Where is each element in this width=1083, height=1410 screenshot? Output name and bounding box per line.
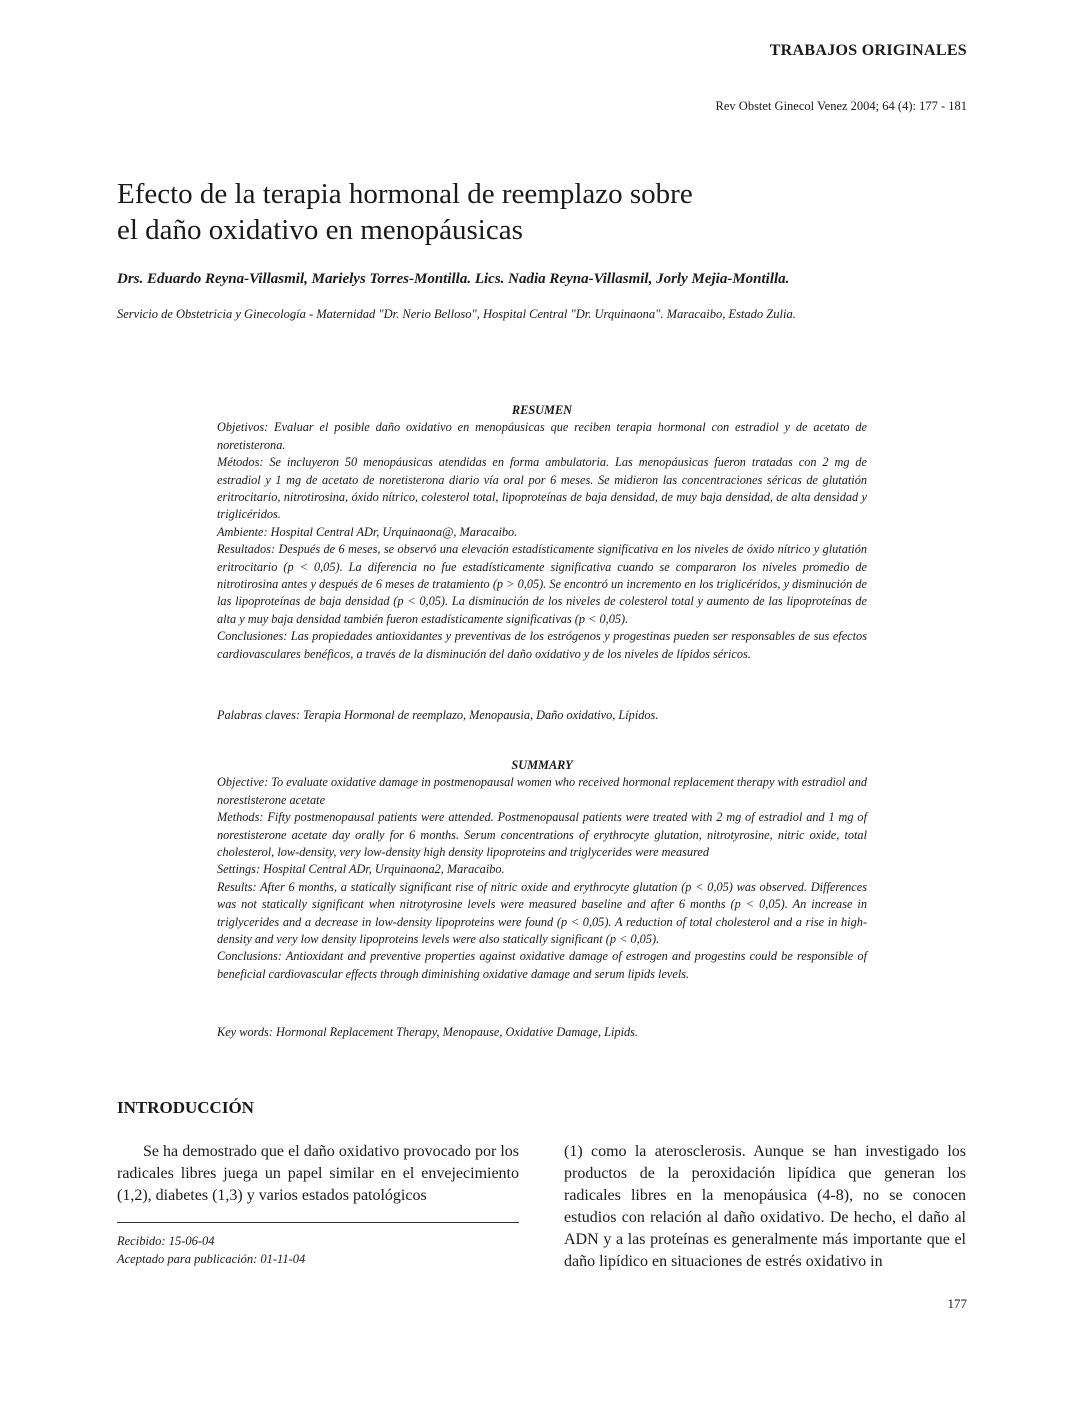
summary-block — [217, 757, 867, 983]
resumen-objetivos: Objetivos: Evaluar el posible daño oxidativo en menopáusicas que reciben terapia hormonal con estradiol y de acetato de noretisterona. — [217, 420, 867, 452]
summary-results: Results: After 6 months, a statically significant rise of nitric oxide and erythrocyte glutation (p < 0,05) was observed. Differences was not statically significant when nitrotyrosine levels were measured baseline and after 6 months (p < 0,05). An increase in triglycerides and a decrease in low-density lipoproteins were found (p < 0,05). A reduction of total cholesterol and a rise in high-density and very low density lipoproteins levels were also statically significant (p < 0,05). — [217, 879, 867, 947]
palabras-claves: Palabras claves: Terapia Hormonal de reemplazo, Menopausia, Daño oxidativo, Lípidos. — [217, 708, 659, 722]
resumen-ambiente: Ambiente: Hospital Central ADr, Urquinaona@, Maracaibo. — [217, 524, 518, 539]
footnote-divider — [117, 1222, 519, 1223]
footnotes — [117, 1232, 305, 1268]
received-date: Recibido: 15-06-04 — [117, 1234, 215, 1248]
resumen-metodos: Métodos: Se incluyeron 50 menopáusicas atendidas en forma ambulatoria. Las menopáusicas fueron tratadas con 2 mg de estradiol y 1 mg de acetato de noretisterona diario vía oral por 6 meses. Se midieron las concentraciones séricas de glutatión eritrocitario, nitrotirosina, óxido nítrico, colesterol total, lipoproteínas de baja densidad, de muy baja densidad, de alta densidad y triglicéridos. — [217, 455, 867, 522]
summary-methods: Methods: Fifty postmenopausal patients were attended. Postmenopausal patients were treated with 2 mg of estradiol and 1 mg of norestisterone acetate day orally for 6 months. Serum concentrations of erythrocyte glutation, nitrotyrosine, nitric oxide, total cholesterol, low-density, very low-density high density lipoproteins and triglycerides were measured — [217, 810, 867, 860]
title-line-1: Efecto de la terapia hormonal de reemplazo sobre — [117, 178, 693, 210]
summary-heading: SUMMARY — [511, 758, 573, 772]
page-number: 177 — [947, 1296, 967, 1311]
intro-paragraph-left: Se ha demostrado que el daño oxidativo provocado por los radicales libres juega un papel similar en el envejecimiento (1,2), diabetes (1,3) y varios estados patológicos — [117, 1143, 519, 1204]
resumen-block — [217, 402, 867, 663]
body-column-right — [564, 1141, 966, 1273]
introduction-heading: INTRODUCCIÓN — [117, 1098, 254, 1117]
authors: Drs. Eduardo Reyna-Villasmil, Marielys Torres-Montilla. Lics. Nadia Reyna-Villasmil, Jorly Mejia-Montilla. — [117, 271, 790, 287]
summary-objective: Objective: To evaluate oxidative damage in postmenopausal women who received hormonal replacement therapy with estradiol and norestisterone acetate — [217, 775, 867, 807]
section-label: TRABAJOS ORIGINALES — [769, 42, 967, 59]
article-title — [117, 176, 877, 248]
accepted-date: Aceptado para publicación: 01-11-04 — [117, 1252, 306, 1266]
resumen-resultados: Resultados: Después de 6 meses, se observó una elevación estadísticamente significativa en los niveles de óxido nítrico y glutatión eritrocitario (p < 0,05). La diferencia no fue estadísticamente significativa cuando se compararon los niveles promedio de nitrotirosina antes y después de 6 meses de tratamiento (p > 0,05). Se encontró un incremento en los triglicéridos, y disminución de las lipoproteínas de baja densidad (p < 0,05). La disminución de los niveles de colesterol total y aumento de las lipoproteínas de alta y muy baja densidad también fueron estadísticamente significativas (p < 0,05). — [217, 542, 867, 626]
summary-conclusions: Conclusions: Antioxidant and preventive properties against oxidative damage of estrogen and progestins could be responsible of beneficial cardiovascular effects through diminishing oxidative damage and serum lipids levels. — [217, 949, 867, 981]
resumen-conclusiones: Conclusiones: Las propiedades antioxidantes y preventivas de los estrógenos y progestinas pueden ser responsables de sus efectos cardiovasculares benéficos, a través de la disminución del daño oxidativo y de los niveles de lípidos séricos. — [217, 629, 867, 661]
title-line-2: el daño oxidativo en menopáusicas — [117, 214, 523, 246]
summary-settings: Settings: Hospital Central ADr, Urquinaona2, Maracaibo. — [217, 862, 505, 877]
resumen-heading: RESUMEN — [511, 403, 573, 417]
body-column-left — [117, 1141, 519, 1207]
journal-citation: Rev Obstet Ginecol Venez 2004; 64 (4): 177 - 181 — [715, 99, 967, 113]
intro-paragraph-right: (1) como la aterosclerosis. Aunque se han investigado los productos de la peroxidación lipídica que generan los radicales libres en la menopáusica (4-8), no se conocen estudios con relación al daño oxidativo. De hecho, el daño al ADN y a las proteínas es generalmente más importante que el daño lipídico en situaciones de estrés oxidativo in — [564, 1143, 966, 1270]
key-words: Key words: Hormonal Replacement Therapy, Menopause, Oxidative Damage, Lipids. — [217, 1025, 638, 1039]
affiliation: Servicio de Obstetricia y Ginecología - Maternidad "Dr. Nerio Belloso", Hospital Central "Dr. Urquinaona". Maracaibo, Estado Zulia. — [117, 307, 796, 321]
